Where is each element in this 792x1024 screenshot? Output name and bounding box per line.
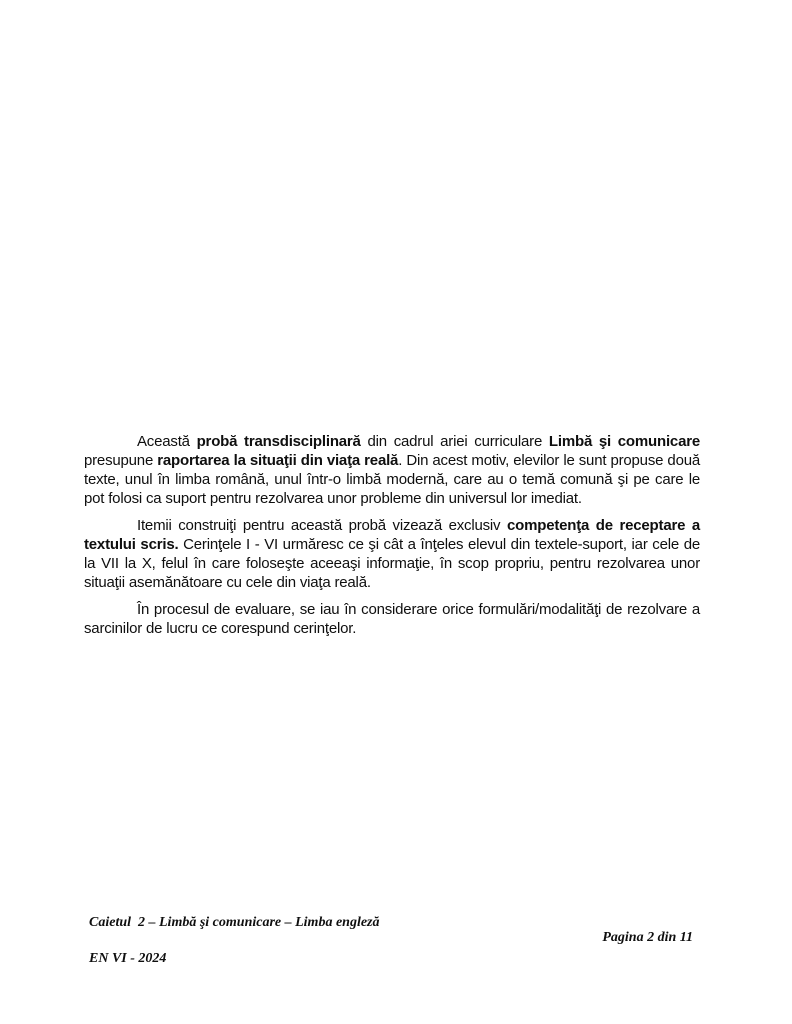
- paragraph-intro: Această probă transdisciplinară din cadrul ariei curriculare Limbă şi comunicare presupune raportarea la situaţii din viaţa reală. Din acest motiv, elevilor le sunt propuse două texte, unul în limba română, unul într-o limbă modernă, care au o temă comună şi pe care le pot folosi ca suport pentru rezolvarea unor probleme din universul lor imediat.: [84, 433, 700, 507]
- paragraph-evaluation: În procesul de evaluare, se iau în considerare orice formulări/modalităţi de rezolvare a sarcinilor de lucru ce corespund cerinţelor.: [84, 601, 700, 637]
- footer-page-indicator: Pagina 2 din 11: [602, 930, 693, 945]
- footer-booklet-title: Caietul 2 – Limbă şi comunicare – Limba engleză: [89, 915, 380, 930]
- footer-exam-code: EN VI - 2024: [89, 951, 167, 966]
- paragraph-items: Itemii construiţi pentru această probă vizează exclusiv competenţa de receptare a textului scris. Cerinţele I - VI urmăresc ce şi cât a înţeles elevul din textele-suport, iar cele de la VII la X, felul în care foloseşte aceeaşi informaţie, în scop propriu, pentru rezolvarea unor situaţii asemănătoare cu cele din viaţa reală.: [84, 517, 701, 591]
- document-body: [84, 432, 700, 646]
